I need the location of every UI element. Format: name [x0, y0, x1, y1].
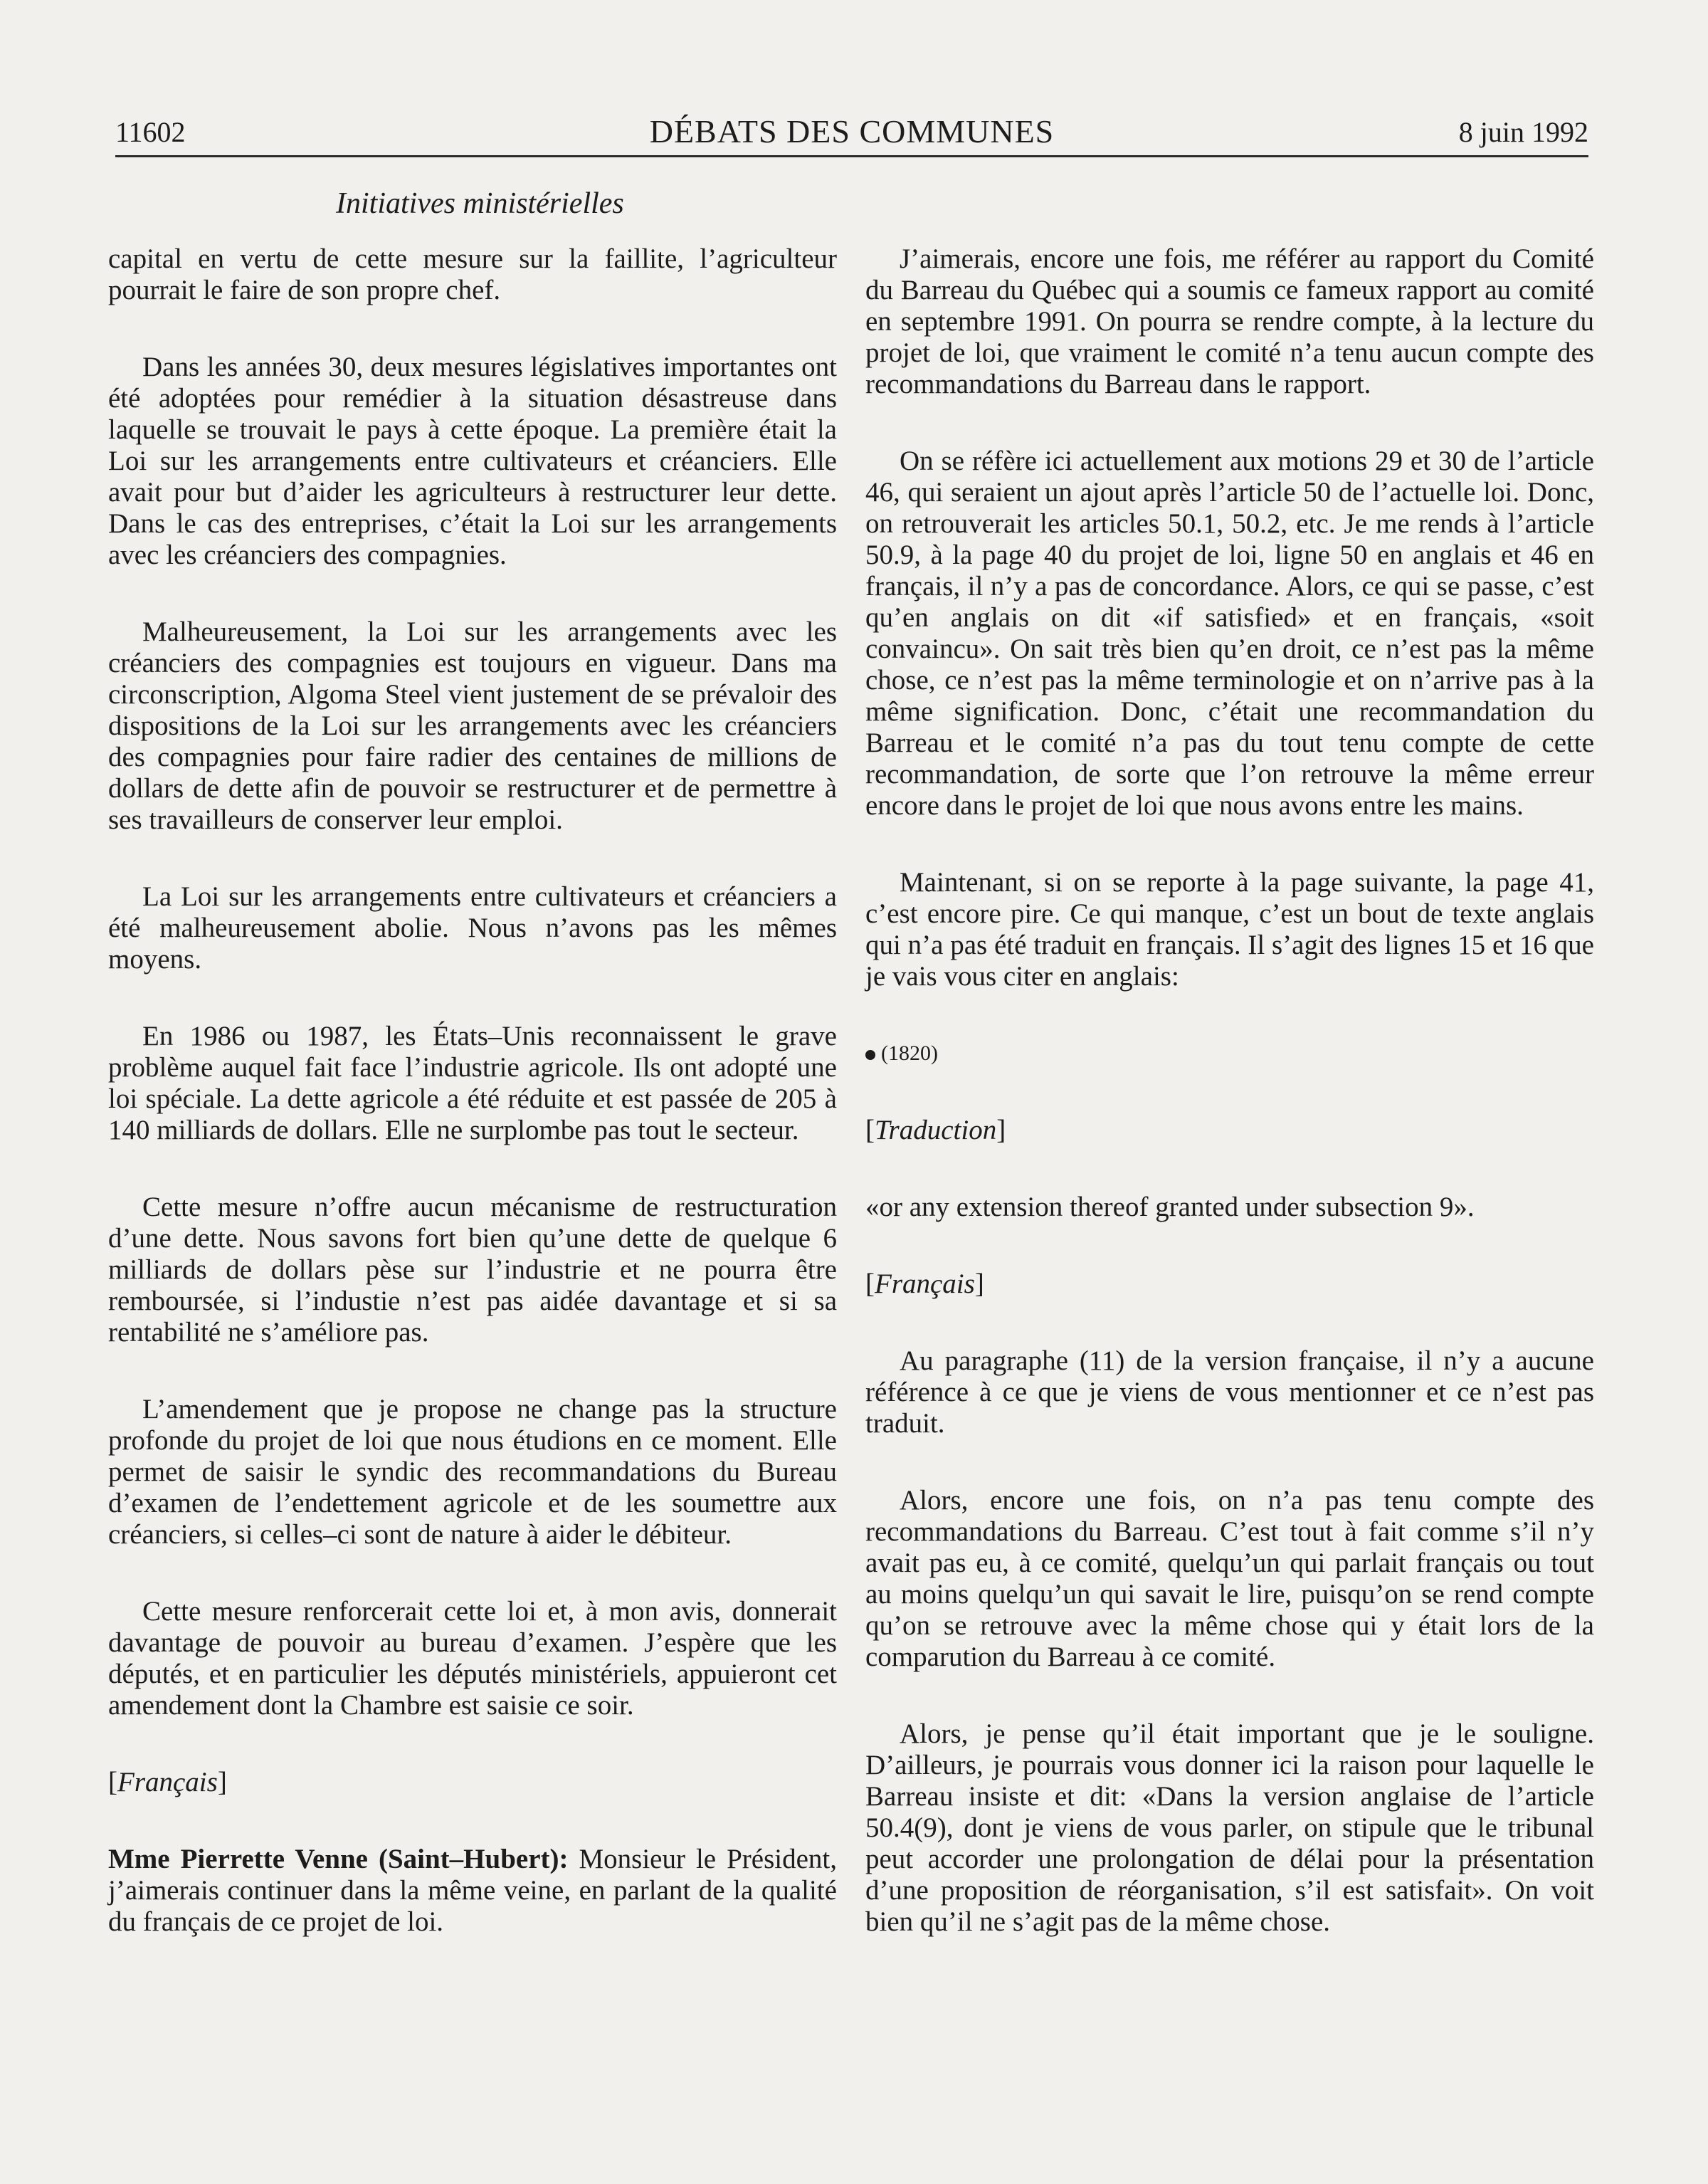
- language-tag: [Français]: [865, 1269, 984, 1299]
- speaker-paragraph: [108, 1844, 837, 1938]
- paragraph: Malheureusement, la Loi sur les arrangements avec les créanciers des compagnies est toujours en vigueur. Dans ma circonscription, Algoma Steel vient justement de se prévaloir des dispositions de la Loi sur les arrangements avec les créanciers des compagnies pour faire radier des centaines de millions de dollars de dette afin de pouvoir se restructurer et de permettre à ses travailleurs de conserver leur emploi.: [108, 616, 837, 835]
- paragraph: Maintenant, si on se reporte à la page suivante, la page 41, c’est encore pire. Ce qui manque, c’est un bout de texte anglais qui n’a pas été traduit en français. Il s’agit des lignes 15 et 16 que je vais vous citer en anglais:: [865, 867, 1594, 992]
- right-column: [865, 243, 1594, 1983]
- paragraph: Au paragraphe (11) de la version française, il n’y a aucune référence à ce que je viens de vous mentionner et ce n’est pas traduit.: [865, 1345, 1594, 1439]
- language-tag-label: Français: [875, 1269, 975, 1299]
- language-tag: [Français]: [108, 1767, 227, 1797]
- page-header: [115, 112, 1588, 155]
- timestamp-label: (1820): [881, 1041, 938, 1065]
- paragraph: En 1986 ou 1987, les États–Unis reconnaissent le grave problème auquel fait face l’industrie agricole. Ils ont adopté une loi spéciale. La dette agricole a été réduite et est passée de 205 à 140 milliards de dollars. Elle ne surplombe pas tout le secteur.: [108, 1021, 837, 1145]
- header-rule: [115, 155, 1588, 157]
- paragraph: Dans les années 30, deux mesures législatives importantes ont été adoptées pour remédier à la situation désastreuse dans laquelle se trouvait le pays à cette époque. La première était la Loi sur les arrangements entre cultivateurs et créanciers. Elle avait pour but d’aider les agriculteurs à restructurer leur dette. Dans le cas des entreprises, c’était la Loi sur les arrangements avec les créanciers des compagnies.: [108, 352, 837, 570]
- paragraph: La Loi sur les arrangements entre cultivateurs et créanciers a été malheureusement abolie. Nous n’avons pas les mêmes moyens.: [108, 881, 837, 975]
- paragraph: Alors, encore une fois, on n’a pas tenu compte des recommandations du Barreau. C’est tout à fait comme s’il n’y avait pas eu, à ce comité, quelqu’un qui parlait français ou tout au moins quelqu’un qui savait le lire, puisqu’on se rend compte qu’on se retrouve avec la même chose qui y était lors de la comparution du Barreau à ce comité.: [865, 1485, 1594, 1672]
- page-number: 11602: [115, 116, 186, 148]
- paragraph: J’aimerais, encore une fois, me référer au rapport du Comité du Barreau du Québec qui a soumis ce fameux rapport au comité en septembre 1991. On pourra se rendre compte, à la lecture du projet de loi, que vraiment le comité n’a tenu aucun compte des recommandations du Barreau dans le rapport.: [865, 243, 1594, 399]
- paragraph: On se réfère ici actuellement aux motions 29 et 30 de l’article 46, qui seraient un ajout après l’article 50 de l’actuelle loi. Donc, on retrouverait les articles 50.1, 50.2, etc. Je me rends à l’article 50.9, à la page 40 du projet de loi, ligne 50 en anglais et 46 en français, il n’y a pas de concordance. Alors, ce qui se passe, c’est qu’en anglais on dit «if satisfied» et en français, «soit convaincu». On sait très bien qu’en droit, ce n’est pas la même chose, ce n’est pas la même terminologie et on n’arrive pas à la même signification. Donc, c’était une recommandation du Barreau et le comité n’a pas du tout tenu compte de cette recommandation, de sorte que l’on retrouve la même erreur encore dans le projet de loi que nous avons entre les mains.: [865, 446, 1594, 821]
- speech-text: Monsieur le Président, j’aimerais continuer dans la même veine, en parlant de la qualité du français de ce projet de loi.: [108, 1844, 838, 1937]
- english-quote: «or any extension thereof granted under subsection 9».: [865, 1192, 1475, 1222]
- paragraph: capital en vertu de cette mesure sur la faillite, l’agriculteur pourrait le faire de son propre chef.: [108, 243, 837, 305]
- timestamp: [865, 1038, 1594, 1069]
- section-title: Initiatives ministérielles: [336, 187, 624, 220]
- speaker-name: Mme Pierrette Venne (Saint–Hubert):: [108, 1844, 569, 1874]
- bullet-icon: [865, 1050, 875, 1060]
- page-date: 8 juin 1992: [1458, 116, 1588, 148]
- paragraph: L’amendement que je propose ne change pas la structure profonde du projet de loi que nous étudions en ce moment. Elle permet de saisir le syndic des recommandations du Bureau d’examen de l’endettement agricole et de les soumettre aux créanciers, si celles–ci sont de nature à aider le débiteur.: [108, 1394, 837, 1550]
- paragraph: Alors, je pense qu’il était important que je le souligne. D’ailleurs, je pourrais vous donner ici la raison pour laquelle le Barreau insiste et dit: «Dans la version anglaise de l’article 50.4(9), dont je viens de vous parler, on stipule que le tribunal peut accorder une prolongation de délai pour la présentation d’une proposition de réorganisation, s’il est satisfait». On voit bien qu’il ne s’agit pas de la même chose.: [865, 1718, 1594, 1937]
- paragraph: Cette mesure renforcerait cette loi et, à mon avis, donnerait davantage de pouvoir au bureau d’examen. J’espère que les députés, et en particulier les députés ministériels, appuieront cet amendement dont la Chambre est saisie ce soir.: [108, 1596, 837, 1721]
- paragraph: Cette mesure n’offre aucun mécanisme de restructuration d’une dette. Nous savons fort bien qu’une dette de quelque 6 milliards de dollars pèse sur l’industrie et ne pourra être remboursée, si l’industie n’est pas aidée davantage et si sa rentabilité ne s’améliore pas.: [108, 1192, 837, 1348]
- translation-tag-label: Traduction: [875, 1115, 997, 1145]
- translation-tag: [Traduction]: [865, 1115, 1006, 1145]
- left-column: [108, 243, 837, 1983]
- publication-title: DÉBATS DES COMMUNES: [649, 113, 1055, 149]
- language-tag-label: Français: [117, 1767, 218, 1797]
